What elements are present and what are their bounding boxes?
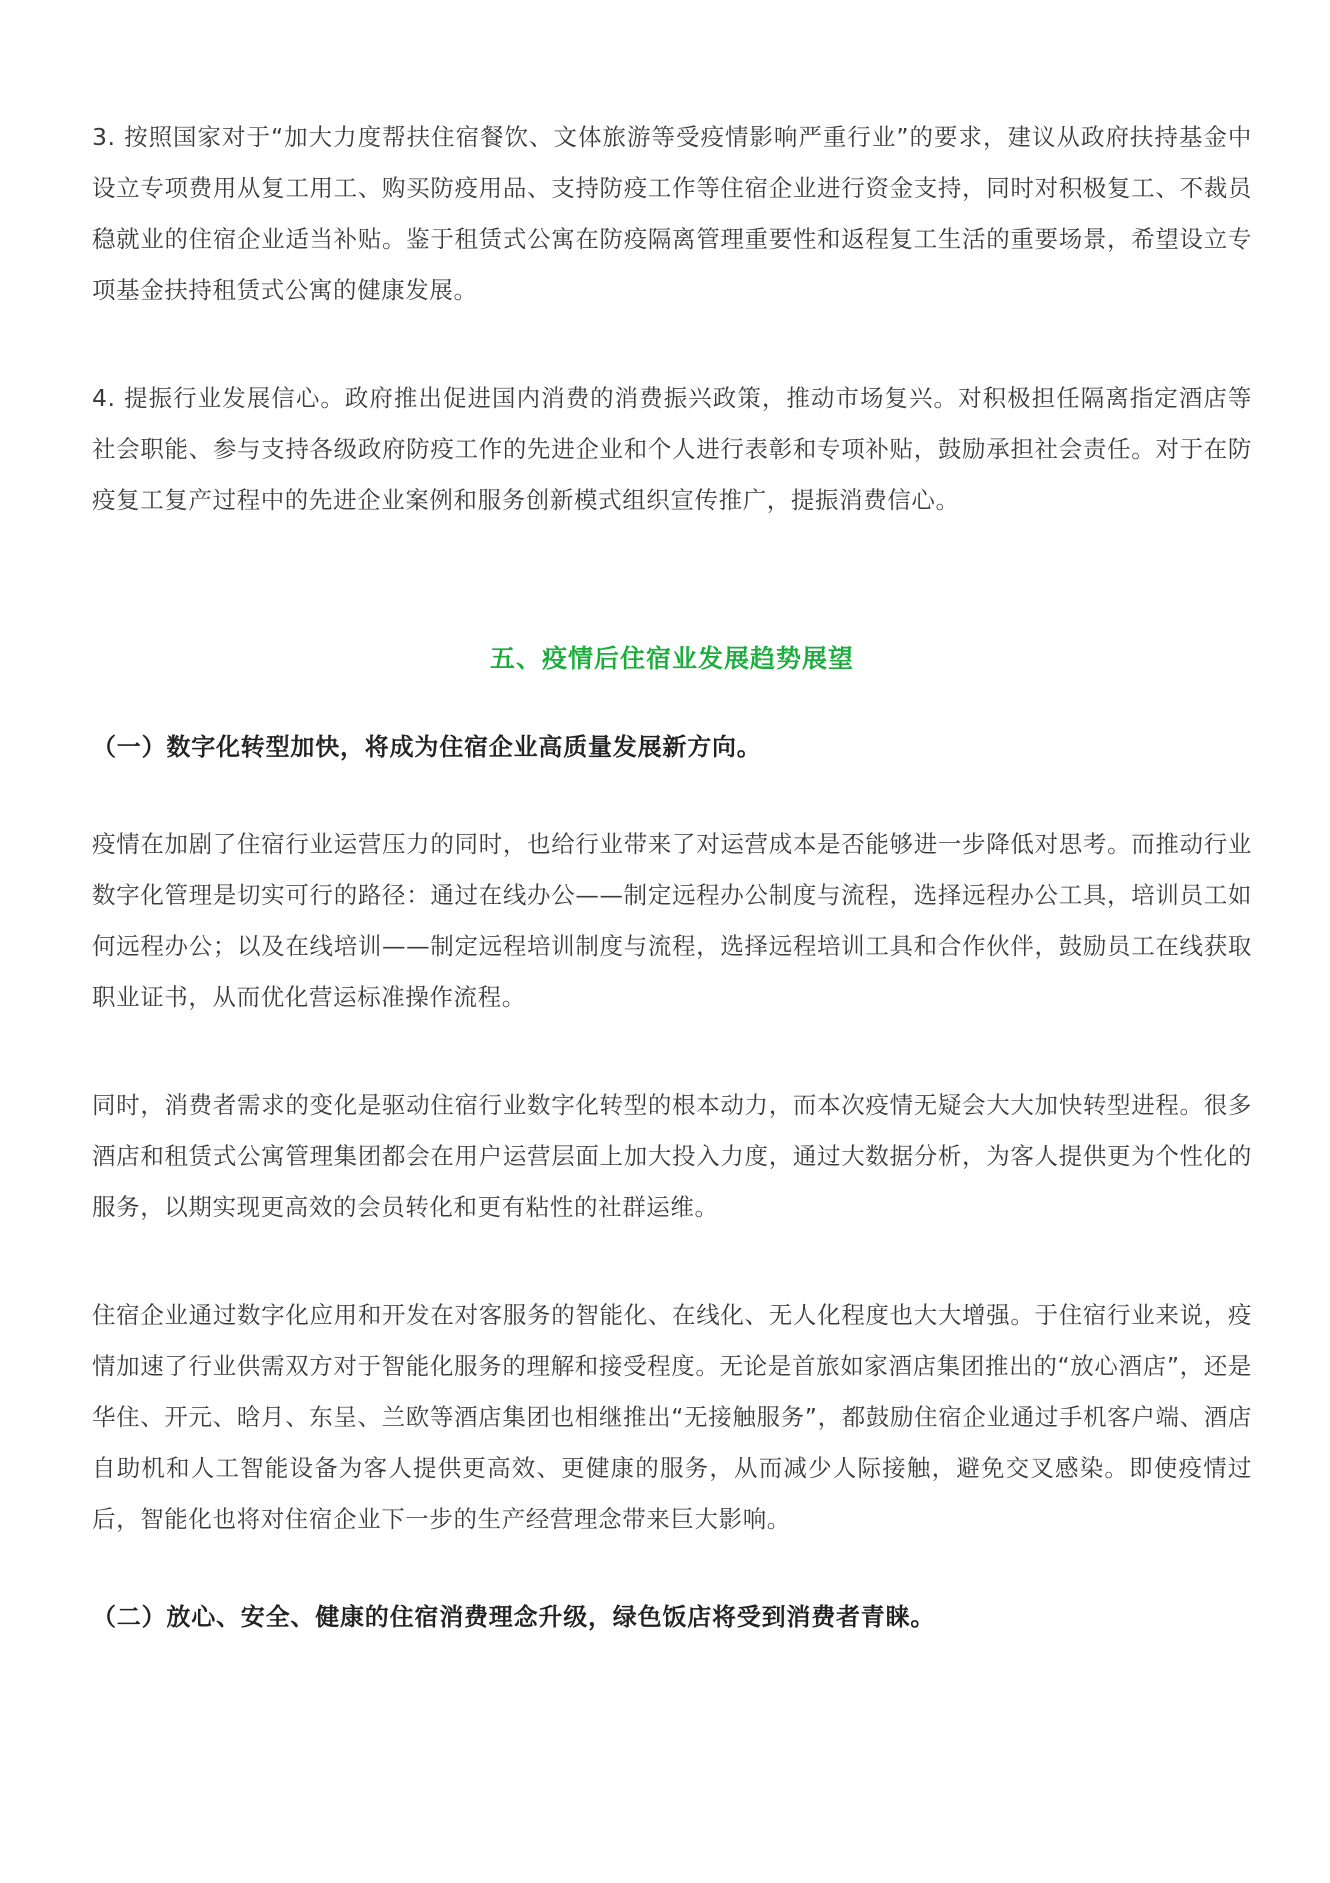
sub-heading-green-hotel: （二）放心、安全、健康的住宿消费理念升级，绿色饭店将受到消费者青睐。 bbox=[92, 1603, 936, 1631]
spacer bbox=[92, 767, 1252, 819]
spacer bbox=[92, 1023, 1252, 1080]
spacer bbox=[92, 526, 1252, 639]
section-title: 五、疫情后住宿业发展趋势展望 bbox=[489, 644, 854, 673]
document-page bbox=[92, 112, 1252, 1637]
spacer bbox=[92, 316, 1252, 373]
spacer bbox=[92, 1233, 1252, 1290]
spacer bbox=[92, 1545, 1252, 1597]
spacer bbox=[92, 679, 1252, 727]
paragraph-item-3: 3. 按照国家对于“加大力度帮扶住宿餐饮、文体旅游等受疫情影响严重行业”的要求，建议从政府扶持基金中设立专项费用从复工用工、购买防疫用品、支持防疫工作等住宿企业进行资金支持，同时对积极复工、不裁员稳就业的住宿企业适当补贴。鉴于租赁式公寓在防疫隔离管理重要性和返程复工生活的重要场景，希望设立专项基金扶持租赁式公寓的健康发展。 bbox=[92, 123, 1252, 304]
paragraph-digital-3: 住宿企业通过数字化应用和开发在对客服务的智能化、在线化、无人化程度也大大增强。于住宿行业来说，疫情加速了行业供需双方对于智能化服务的理解和接受程度。无论是首旅如家酒店集团推出的“放心酒店”，还是华住、开元、晗月、东呈、兰欧等酒店集团也相继推出“无接触服务”，都鼓励住宿企业通过手机客户端、酒店自助机和人工智能设备为客人提供更高效、更健康的服务，从而减少人际接触，避免交叉感染。即使疫情过后，智能化也将对住宿企业下一步的生产经营理念带来巨大影响。 bbox=[92, 1301, 1252, 1533]
paragraph-item-4: 4. 提振行业发展信心。政府推出促进国内消费的消费振兴政策，推动市场复兴。对积极担任隔离指定酒店等社会职能、参与支持各级政府防疫工作的先进企业和个人进行表彰和专项补贴，鼓励承担社会责任。对于在防疫复工复产过程中的先进企业案例和服务创新模式组织宣传推广，提振消费信心。 bbox=[92, 384, 1252, 514]
sub-heading-digital: （一）数字化转型加快，将成为住宿企业高质量发展新方向。 bbox=[92, 733, 762, 761]
paragraph-digital-2: 同时，消费者需求的变化是驱动住宿行业数字化转型的根本动力，而本次疫情无疑会大大加快转型进程。很多酒店和租赁式公寓管理集团都会在用户运营层面上加大投入力度，通过大数据分析，为客人提供更为个性化的服务，以期实现更高效的会员转化和更有粘性的社群运维。 bbox=[92, 1091, 1252, 1221]
paragraph-digital-1: 疫情在加剧了住宿行业运营压力的同时，也给行业带来了对运营成本是否能够进一步降低对思考。而推动行业数字化管理是切实可行的路径：通过在线办公——制定远程办公制度与流程，选择远程办公工具，培训员工如何远程办公；以及在线培训——制定远程培训制度与流程，选择远程培训工具和合作伙伴，鼓励员工在线获取职业证书，从而优化营运标准操作流程。 bbox=[92, 830, 1252, 1011]
